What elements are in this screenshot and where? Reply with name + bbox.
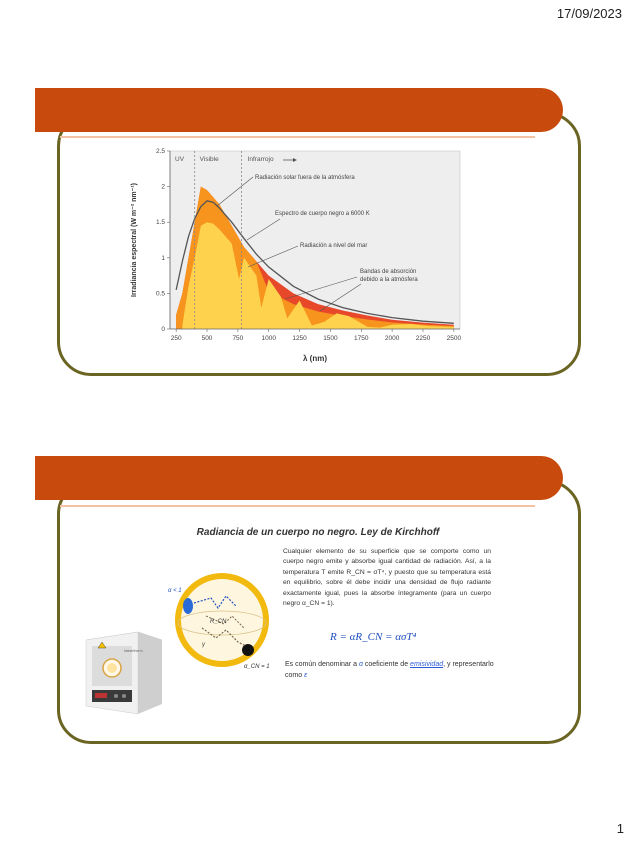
annotation-absorption: Bandas de absorción debido a la atmósfera [360,269,418,283]
annotation-extra-atmosphere: Radiación solar fuera de la atmósfera [255,175,355,181]
y-tick-label: 2 [161,183,165,191]
annotation-sea-level: Radiación a nivel del mar [300,243,368,249]
furnace-knob-2 [122,694,126,698]
cavity-diagram [166,568,276,673]
y-tick-label: 1 [161,254,165,262]
annotation-blackbody: Espectro de cuerpo negro a 6000 K [275,211,370,217]
region-label-visible: Visible [199,156,219,163]
emissivity-middle: coeficiente de [364,661,409,668]
x-tick-label: 1250 [292,335,307,342]
slide-1-banner-line [60,136,535,138]
x-tick-label: 1750 [354,335,369,342]
furnace-side [138,632,162,714]
kirchhoff-paragraph: Cualquier elemento de su superficie que se comporte como un cuerpo negro emite y absorbe igual cantidad de radiación. Así, a la temperatura T emite R_CN = σT⁴, y puesto que su temperatura está en equilibrio, sobre él debe incidir una densidad de flujo radiante exactamente igual, pues la absorbe íntegramente (para un cuerpo negro α_CN = 1). [283,548,491,608]
x-tick-label: 2000 [384,335,400,342]
page-number: 1 [616,821,624,836]
x-tick-label: 750 [232,335,244,342]
alpha-symbol: α [358,661,363,668]
y-tick-label: 0.5 [155,290,165,298]
furnace-display [95,693,107,698]
x-tick-label: 1500 [323,335,338,342]
furnace-image [78,626,168,721]
grey-body-element [183,598,193,614]
x-tick-label: 250 [170,335,182,342]
y-axis-label: Irradiancia espectral (W m⁻² nm⁻¹) [131,183,138,297]
kirchhoff-equation: R = αR_CN = ασT⁴ [330,631,417,643]
y-tick-label: 1.5 [155,219,165,227]
emissivity-suffix: , y representarlo como [285,661,494,679]
label-alpha: α < 1 [168,588,182,594]
emissivity-note [285,659,495,681]
label-alpha-cn: α_CN = 1 [244,664,270,670]
x-axis-label: λ (nm) [303,354,327,363]
label-rcn: R_CN [210,619,227,625]
region-label-uv: UV [175,156,185,163]
slide-2-title: Radiancia de un cuerpo no negro. Ley de Kirchhoff [196,527,440,538]
x-tick-label: 500 [201,335,213,342]
furnace-port-glow [107,663,117,673]
black-body-element [242,644,254,656]
epsilon-symbol: ε [304,672,308,679]
x-tick-label: 2500 [446,335,462,342]
furnace-knob-1 [114,694,118,698]
y-tick-label: 0 [161,326,165,333]
label-gamma: γ [202,642,205,648]
furnace-brand: Nabertherm [124,649,143,653]
page-date: 17/09/2023 [556,6,622,21]
spectral-chart [125,143,465,368]
slide-1-banner [35,88,563,132]
slide-2-banner [35,456,563,500]
y-tick-label: 2.5 [155,148,165,155]
slide-2-banner-line [60,505,535,507]
emissivity-word: emisividad [410,661,444,668]
x-tick-label: 1000 [261,335,276,342]
emissivity-prefix: Es común denominar a [285,661,357,668]
region-label-infrared: Infrarrojo [247,156,274,163]
x-tick-label: 2250 [415,335,431,342]
